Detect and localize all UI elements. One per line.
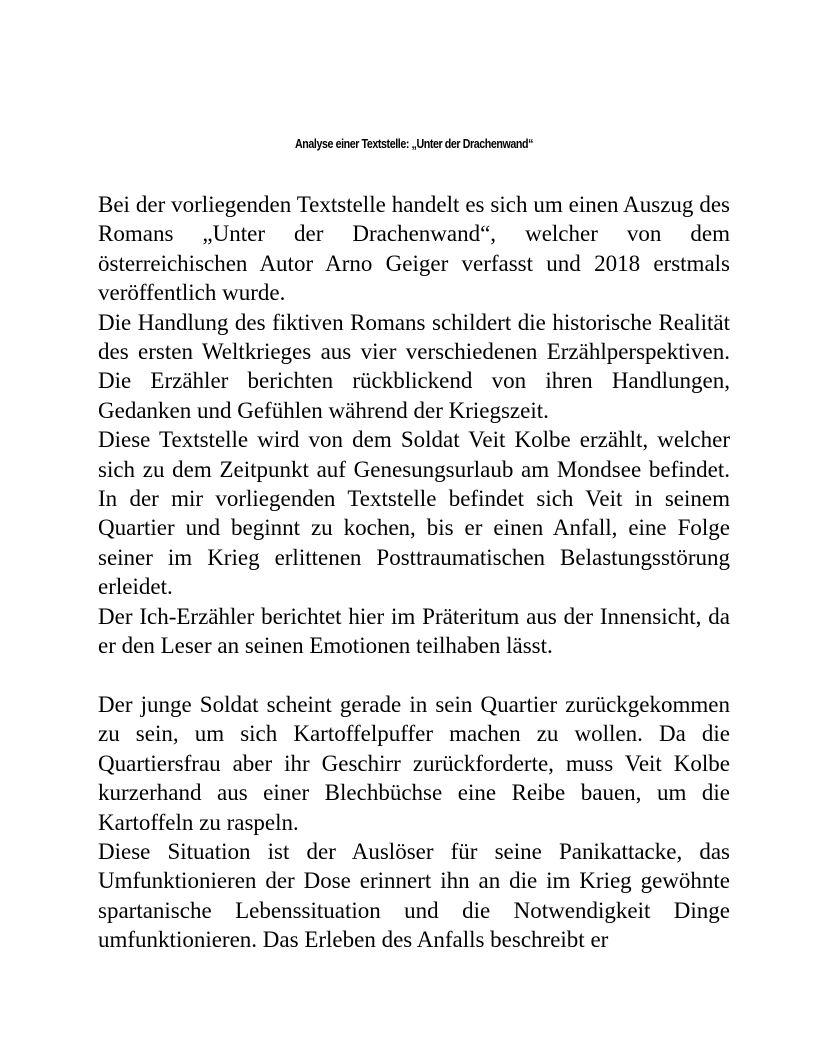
document-body <box>98 190 730 955</box>
paragraph-spacer <box>98 661 730 690</box>
paragraph-intro: Bei der vorliegenden Textstelle handelt es sich um einen Auszug des Romans „Unter der Drachenwand“, welcher von dem österreichischen Autor Arno Geiger verfasst und 2018 erstmals veröffentlich wurde. <box>98 192 730 306</box>
paragraph-narrator: Der Ich-Erzähler berichtet hier im Präteritum aus der Innensicht, da er den Leser an seinen Emotionen teilhaben lässt. <box>98 603 730 659</box>
paragraph-situation: Der junge Soldat scheint gerade in sein Quartier zurückgekommen zu sein, um sich Kartoffelpuffer machen zu wollen. Da die Quartiersfrau aber ihr Geschirr zurückforderte, muss Veit Kolbe kurzerhand aus einer Blechbüchse eine Reibe bauen, um die Kartoffeln zu raspeln. <box>98 691 730 835</box>
paragraph-plot: Die Handlung des fiktiven Romans schildert die historische Realität des ersten Weltkrieges aus vier verschiedenen Erzählperspektiven. Die Erzähler berichten rückblickend von ihren Handlungen, Gedanken und Gefühlen während der Kriegszeit. <box>98 309 730 423</box>
paragraph-panic: Diese Situation ist der Auslöser für seine Panikattacke, das Umfunktionieren der Dose erinnert ihn an die im Krieg gewöhnte spartanische Lebenssituation und die Notwendigkeit Dinge umfunktionieren. Das Erleben des Anfalls beschreibt er <box>98 838 730 953</box>
document-title: Analyse einer Textstelle: „Unter der Drachenwand“ <box>294 136 534 151</box>
paragraph-scene: Diese Textstelle wird von dem Soldat Veit Kolbe erzählt, welcher sich zu dem Zeitpunkt auf Genesungsurlaub am Mondsee befindet. In der mir vorliegenden Textstelle befindet sich Veit in seinem Quartier und beginnt zu kochen, bis er einen Anfall, eine Folge seiner im Krieg erlittenen Posttraumatischen Belastungsstörung erleidet. <box>98 427 730 600</box>
